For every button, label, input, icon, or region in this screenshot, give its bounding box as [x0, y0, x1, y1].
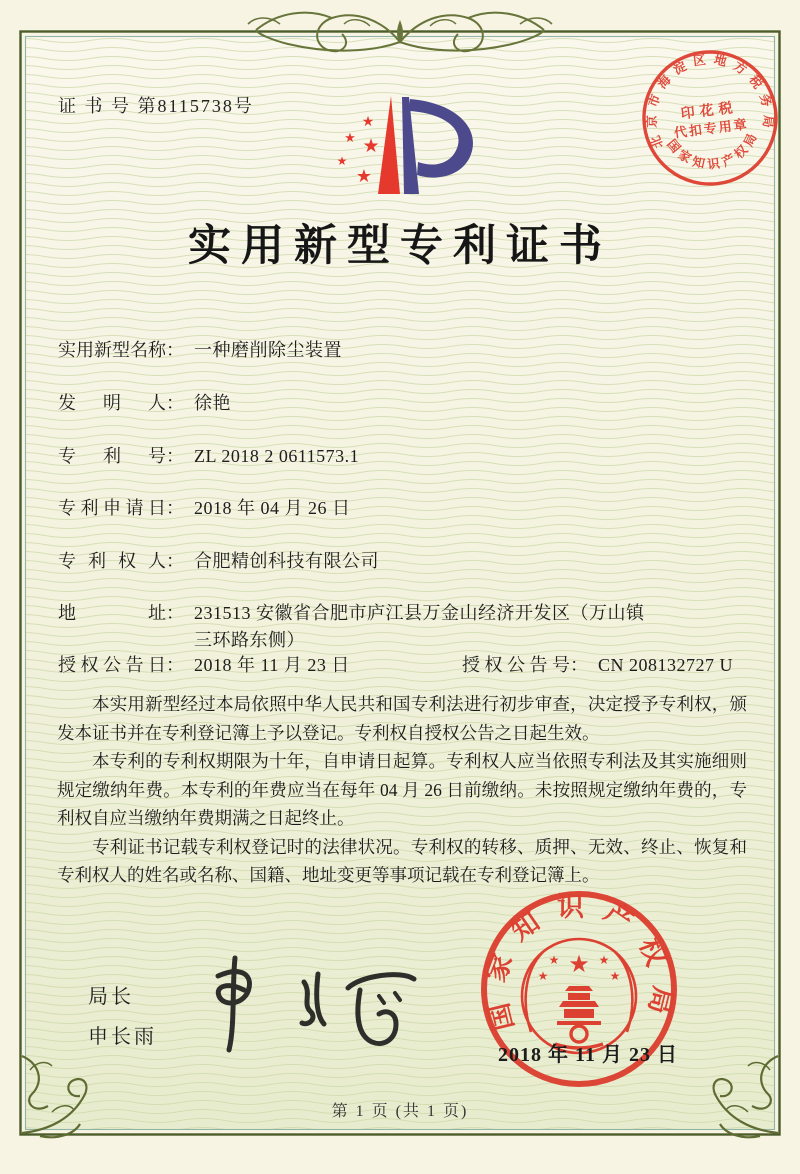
field-value: 徐艳 — [194, 393, 231, 413]
director-signature-handwriting-icon — [198, 946, 438, 1064]
tax-seal-line1: 印花税 — [680, 100, 739, 123]
field-row-name — [58, 337, 342, 364]
field-row-patent-number — [58, 443, 359, 470]
legal-paragraph: 本专利的专利权期限为十年，自申请日起算。专利权人应当依照专利法及其实施细则规定缴纳年费。本专利的年费应当在每年 04 月 26 日前缴纳。未按照规定缴纳年费的，专利权自应当缴纳年费期满之日起终止。 — [57, 751, 747, 828]
field-label: 实用新型名称 — [58, 340, 166, 360]
field-colon: ： — [166, 498, 184, 518]
star-icon: ★ — [344, 131, 356, 146]
field-colon: ： — [166, 340, 184, 360]
tax-seal-top-arc-text: 北京市海淀区地方税务局 — [644, 52, 776, 151]
field-value: 2018 年 04 月 26 日 — [194, 498, 351, 518]
legal-paragraph: 本实用新型经过本局依照中华人民共和国专利法进行初步审查，决定授予专利权，颁发本证书并在专利登记簿上予以登记。专利权自授权公告之日起生效。 — [57, 694, 747, 743]
grant-date-label: 授权公告日 — [58, 655, 166, 675]
star-icon: ★ — [568, 950, 590, 978]
signer-name: 申长雨 — [88, 1026, 157, 1048]
certificate-number: 证 书 号 第8115738号 — [58, 96, 254, 116]
star-icon: ★ — [548, 953, 560, 967]
cnipa-official-seal — [466, 880, 694, 1108]
cnipa-logo-icon — [328, 82, 513, 207]
star-icon: ★ — [336, 154, 348, 168]
field-colon: ： — [570, 655, 588, 675]
seal-date: 2018 年 11 月 23 日 — [498, 1044, 678, 1066]
field-colon: ： — [166, 655, 184, 675]
wheat-right — [615, 952, 632, 1032]
field-label: 发明人 — [58, 393, 166, 413]
star-icon: ★ — [609, 969, 621, 983]
field-colon: ： — [166, 393, 184, 413]
logo-red-wedge — [378, 96, 400, 194]
logo-stars — [337, 114, 380, 187]
star-icon: ★ — [537, 969, 549, 983]
field-label: 专利号 — [58, 446, 166, 466]
star-icon: ★ — [362, 135, 380, 157]
field-row-address — [58, 600, 649, 654]
certificate-title: 实用新型专利证书 — [188, 223, 612, 270]
field-row-inventor — [58, 390, 231, 417]
grant-row — [58, 652, 748, 679]
national-emblem-icon — [522, 939, 636, 1053]
tax-withholding-seal — [634, 34, 786, 206]
field-row-patentee — [58, 548, 379, 575]
grant-date-value: 2018 年 11 月 23 日 — [194, 655, 350, 675]
field-row-filing-date — [58, 495, 351, 522]
office-seal-ring-text: 国家知识产权局 — [479, 892, 679, 1034]
tax-seal-line2: 代扣专用章 — [673, 116, 750, 141]
field-colon: ： — [166, 603, 184, 623]
star-icon: ★ — [598, 953, 610, 967]
field-value: 合肥精创科技有限公司 — [194, 551, 379, 571]
page-footer: 第 1 页 (共 1 页) — [331, 1103, 469, 1120]
star-icon: ★ — [361, 114, 375, 130]
grant-number-group — [462, 652, 733, 679]
field-value: 231513 安徽省合肥市庐江县万金山经济开发区（万山镇三环路东侧） — [194, 603, 645, 650]
wheat-left — [526, 952, 543, 1032]
star-icon: ★ — [355, 166, 373, 187]
field-colon: ： — [166, 446, 184, 466]
field-label: 专利权人 — [58, 551, 166, 571]
grant-number-value: CN 208132727 U — [598, 655, 734, 675]
field-value: 一种磨削除尘装置 — [194, 340, 342, 360]
field-label: 专利申请日 — [58, 498, 166, 518]
legal-text-block — [57, 690, 747, 890]
field-colon: ： — [166, 551, 184, 571]
legal-paragraph: 专利证书记载专利权登记时的法律状况。专利权的转移、质押、无效、终止、恢复和专利权人的姓名或名称、国籍、地址变更等事项记载在专利登记簿上。 — [57, 836, 747, 885]
logo-p-bowl — [409, 99, 473, 178]
tax-seal-bottom-arc-text: 国家知识产权局 — [664, 127, 762, 172]
tiananmen-gate-icon — [557, 986, 601, 1025]
field-value: ZL 2018 2 0611573.1 — [194, 446, 360, 466]
grant-number-label: 授权公告号 — [462, 655, 570, 675]
signer-title: 局长 — [88, 986, 134, 1008]
field-label: 地址 — [58, 603, 166, 623]
